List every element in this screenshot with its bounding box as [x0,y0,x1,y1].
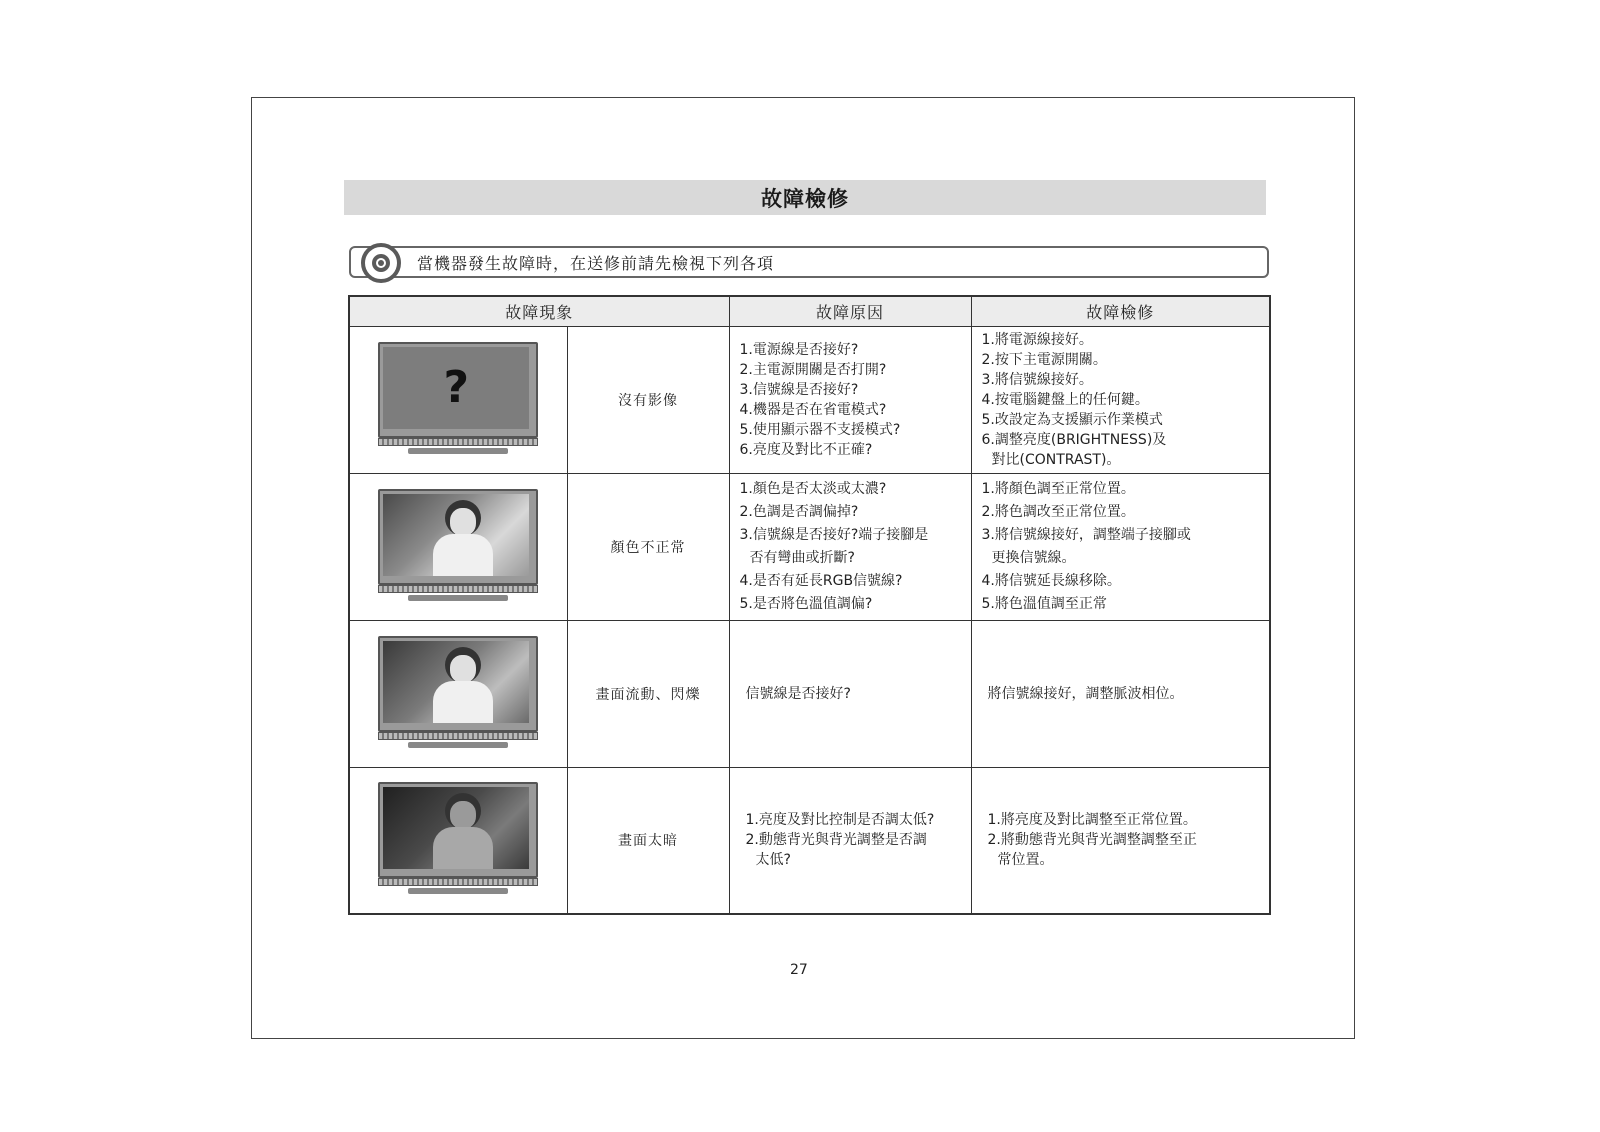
cause-line: 5.是否將色溫值調偏? [739,595,873,612]
page-title: 故障檢修 [761,186,849,211]
fix-line: 2.將動態背光與背光調整調整至正 [987,832,1197,849]
monitor-illustration [378,342,538,458]
monitor-speaker [378,585,538,593]
cause-line: 5.使用顯示器不支援模式? [739,421,901,438]
cause-line: 1.亮度及對比控制是否調太低? [745,812,935,829]
fix-line: 5.改設定為支援顯示作業模式 [981,411,1163,428]
fix-line: 5.將色溫值調至正常 [981,595,1107,612]
fix-line: 6.調整亮度(BRIGHTNESS)及 [981,431,1167,448]
fix-line: 常位置。 [997,852,1054,869]
monitor-speaker [378,732,538,740]
table-row [349,620,1270,767]
monitor-image-cell [349,473,567,620]
page-number: 27 [790,962,808,978]
monitor-screen [383,787,529,869]
cause-cell [729,326,971,473]
fix-line: 3.將信號線接好，調整端子接腳或 [981,526,1191,543]
cause-line: 1.電源線是否接好? [739,341,859,358]
cause-line: 2.主電源開關是否打開? [739,361,887,378]
cause-line: 1.顏色是否太淡或太濃? [739,480,887,497]
cause-cell [729,473,971,620]
cause-line: 太低? [755,852,791,869]
monitor-illustration [378,489,538,605]
fix-line: 3.將信號線接好。 [981,371,1093,388]
monitor-illustration [378,636,538,752]
cause-line: 3.信號線是否接好? [739,381,859,398]
symptom-cell: 畫面流動、閃爍 [567,620,729,767]
cause-cell [729,620,971,767]
header-cause: 故障原因 [729,296,971,326]
notice-box [349,246,1269,278]
fix-line: 1.將顏色調至正常位置。 [981,480,1135,497]
monitor-screen [383,347,529,429]
monitor-image-cell [349,326,567,473]
table-header-row [349,296,1270,326]
cause-line: 3.信號線是否接好?端子接腳是 [739,526,929,543]
baby-photo-face [450,508,476,536]
fix-line: 4.按電腦鍵盤上的任何鍵。 [981,391,1149,408]
fix-line: 1.將亮度及對比調整至正常位置。 [987,812,1197,829]
title-bar [344,180,1266,215]
fix-cell [971,326,1270,473]
fix-line: 4.將信號延長線移除。 [981,572,1121,589]
monitor-image-cell [349,767,567,914]
symptom-cell: 沒有影像 [567,326,729,473]
cause-line: 4.機器是否在省電模式? [739,401,887,418]
monitor-stand [408,448,508,454]
target-icon [361,243,401,283]
cause-line: 2.動態背光與背光調整是否調 [745,832,927,849]
monitor-speaker [378,878,538,886]
monitor-illustration [378,782,538,898]
cause-line: 6.亮度及對比不正確? [739,441,873,458]
fix-line: 對比(CONTRAST)。 [991,451,1121,468]
cause-line: 2.色調是否調偏掉? [739,503,859,520]
baby-photo-body [433,534,493,576]
cause-line: 4.是否有延長RGB信號線? [739,572,903,589]
monitor-speaker [378,438,538,446]
monitor-stand [408,595,508,601]
monitor-stand [408,742,508,748]
cause-line: 否有彎曲或折斷? [749,549,855,566]
fix-line: 2.將色調改至正常位置。 [981,503,1135,520]
header-fix: 故障檢修 [971,296,1270,326]
baby-photo-body [433,681,493,723]
fix-cell [971,767,1270,914]
table-row [349,473,1270,620]
fix-line: 1.將電源線接好。 [981,331,1093,348]
monitor-image-cell [349,620,567,767]
cause-cell [729,767,971,914]
question-mark-icon: ? [443,362,470,413]
fix-cell [971,620,1270,767]
baby-photo-body [433,827,493,869]
symptom-cell: 顏色不正常 [567,473,729,620]
fix-line: 更換信號線。 [991,549,1076,566]
header-symptom: 故障現象 [349,296,729,326]
fix-line: 將信號線接好，調整脈波相位。 [987,685,1184,702]
symptom-cell: 畫面太暗 [567,767,729,914]
fix-cell [971,473,1270,620]
baby-photo-face [450,801,476,829]
cause-line: 信號線是否接好? [745,685,851,702]
fix-line: 2.按下主電源開關。 [981,351,1107,368]
notice-text: 當機器發生故障時，在送修前請先檢視下列各項 [417,253,775,273]
troubleshooting-table [348,295,1271,915]
monitor-screen [383,494,529,576]
table-row [349,767,1270,914]
table-row [349,326,1270,473]
monitor-stand [408,888,508,894]
monitor-screen [383,641,529,723]
baby-photo-face [450,655,476,683]
